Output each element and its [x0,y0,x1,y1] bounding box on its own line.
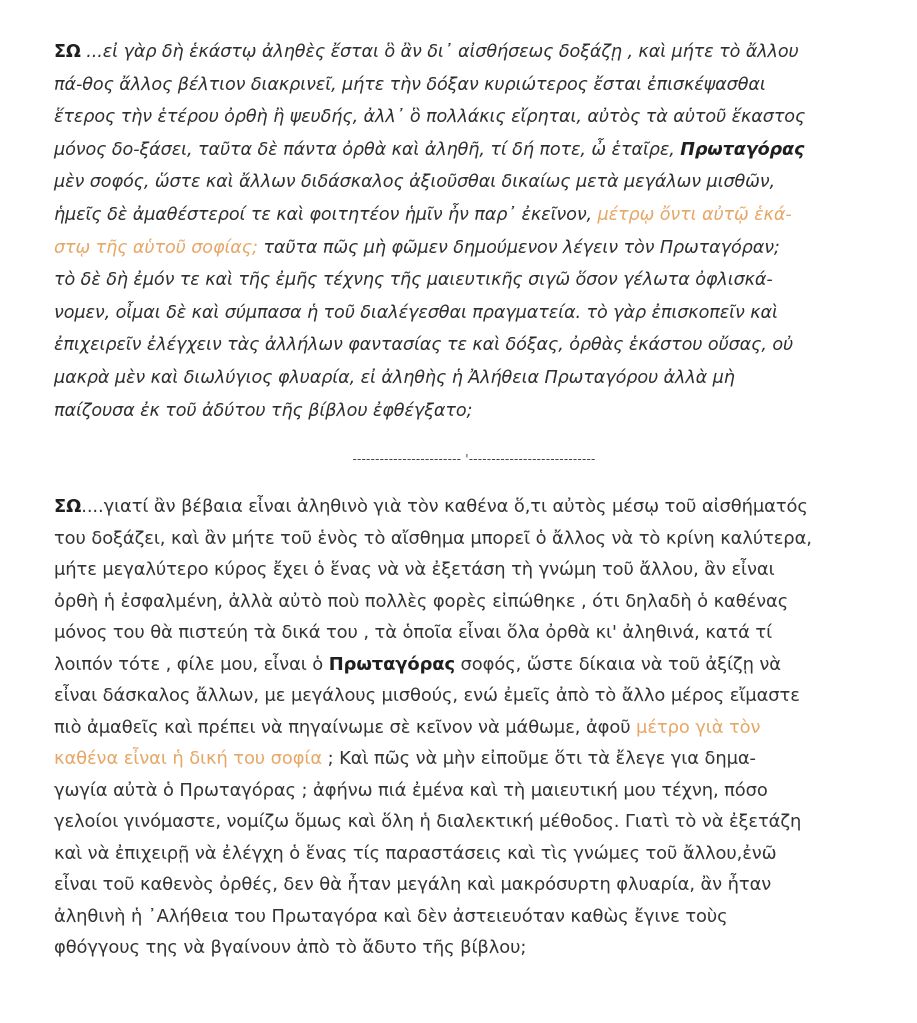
text-segment: ...εἰ γὰρ δὴ ἑκάστῳ ἀληθὲς ἔσται ὃ ἂν δι᾽ αἰσθήσεως δοξάζῃ , καὶ μήτε τὸ ἄλλου [80,42,799,62]
text-line [54,134,894,167]
text-line [54,586,894,618]
text-line [54,297,894,330]
text-line [54,523,894,555]
highlighted-phrase: καθένα εἶναι ἡ δική του σοφία [54,748,323,770]
text-segment: ταῦτα πῶς μὴ φῶμεν δημούμενον λέγειν τὸν Πρωταγόραν; [257,237,780,258]
text-line [54,806,894,838]
text-segment: πιὸ ἀμαθεῖς καὶ πρέπει νὰ πηγαίνωμε σὲ κεῖνον νὰ μάθωμε, ἀφοῦ [54,716,637,738]
text-line [54,101,894,134]
emphasized-name: Πρωταγόρας [328,653,455,675]
text-line [54,775,894,807]
highlighted-phrase: στῳ τῆς αὑτοῦ σοφίας; [54,237,258,258]
text-segment: φθόγγους της νὰ βγαίνουν ἀπὸ τὸ ἄδυτο τῆς βίβλου; [54,937,527,959]
emphasized-name: Πρωταγόρας [680,139,805,160]
text-line [54,362,894,395]
text-line [54,491,894,523]
section-separator: ------------------------ '---------------------------- [352,452,596,467]
text-segment: λοιπόν τότε , φίλε μου, εἶναι ὁ [54,653,329,675]
text-segment: ἡμεῖς δὲ ἀμαθέστεροί τε καὶ φοιτητέον ἡμῖν ἦν παρ᾽ ἐκεῖνον, [54,204,598,225]
document-page [54,36,894,964]
text-segment: σοφός, ὥστε δίκαια νὰ τοῦ ἀξίζῃ νὰ [454,653,781,675]
highlighted-phrase: μέτρῳ ὄντι αὐτῷ ἑκά- [597,204,792,225]
text-segment: παίζουσα ἐκ τοῦ ἀδύτου τῆς βίβλου ἐφθέγξατο; [54,400,473,421]
text-line [54,264,894,297]
text-segment: γελοίοι γινόμαστε, νομίζω ὅμως καὶ ὅλη ἡ διαλεκτική μέθοδος. Γιατὶ τὸ νὰ ἐξετάζη [54,811,802,833]
text-segment: μόνος δο-ξάσει, ταῦτα δὲ πάντα ὀρθὰ καὶ ἀληθῆ, τί δή ποτε, ὦ ἑταῖρε, [54,139,681,160]
text-line [54,743,894,775]
text-segment: μὲν σοφός, ὥστε καὶ ἄλλων διδάσκαλος ἀξιοῦσθαι δικαίως μετὰ μεγάλων μισθῶν, [54,172,776,193]
text-line [54,869,894,901]
text-line [54,901,894,933]
text-segment: νομεν, οἶμαι δὲ καὶ σύμπασα ἡ τοῦ διαλέγεσθαι πραγματεία. τὸ γὰρ ἐπισκοπεῖν καὶ [54,302,778,323]
text-line [54,838,894,870]
text-segment: πά-θος ἄλλος βέλτιον διακρινεῖ, μήτε τὴν δόξαν κυριώτερος ἔσται ἐπισκέψασθαι [54,74,766,95]
text-segment: μήτε μεγαλύτερο κύρος ἔχει ὁ ἕνας νὰ νὰ ἐξετάση τὴ γνώμη τοῦ ἄλλου, ἂν εἶναι [54,559,775,581]
highlighted-phrase: μέτρο γιὰ τὸν [636,716,761,738]
ancient-greek-paragraph [54,36,894,427]
text-segment: ἕτερος τὴν ἑτέρου ὀρθὴ ἢ ψευδής, ἀλλ᾽ ὃ πολλάκις εἴρηται, αὐτὸς τὰ αὑτοῦ ἕκαστος [54,107,806,128]
text-segment: εἶναι τοῦ καθενὸς ὀρθές, δεν θὰ ἦταν μεγάλη καὶ μακρόσυρτη φλυαρία, ἂν ἦταν [54,874,772,896]
text-line [54,166,894,199]
text-line [54,617,894,649]
text-line [54,712,894,744]
text-segment: του δοξάζει, καὶ ἂν μήτε τοῦ ἑνὸς τὸ αἴσθημα μπορεῖ ὁ ἄλλος νὰ τὸ κρίνη καλύτερα, [54,527,812,549]
modern-greek-paragraph [54,491,894,964]
speaker-label: ΣΩ [54,42,81,62]
text-segment: μόνος του θὰ πιστεύη τὰ δικά του , τὰ ὁποῖα εἶναι ὅλα ὀρθὰ κι' ἀληθινά, κατά τί [54,622,773,644]
text-line [54,554,894,586]
text-line [54,680,894,712]
text-segment: ; Καὶ πῶς νὰ μὴν εἰποῦμε ὅτι τὰ ἔλεγε για δημα- [322,748,756,770]
text-segment: ἐπιχειρεῖν ἐλέγχειν τὰς ἀλλήλων φαντασίας τε καὶ δόξας, ὀρθὰς ἑκάστου οὔσας, οὐ [54,335,794,356]
text-line [54,69,894,102]
text-segment: καὶ νὰ ἐπιχειρῇ νὰ ἐλέγχη ὁ ἕνας τίς παραστάσεις καὶ τὶς γνώμες τοῦ ἄλλου,ἐνῶ [54,842,777,864]
text-segment: εἶναι δάσκαλος ἄλλων, με μεγάλους μισθούς, ενώ ἐμεῖς ἀπὸ τὸ ἄλλο μέρος εἴμαστε [54,685,800,707]
text-line [54,649,894,681]
text-line [54,36,894,69]
text-segment: γωγία αὐτὰ ὁ Πρωταγόρας ; ἀφήνω πιά ἐμένα καὶ τὴ μαιευτική μου τέχνη, πόσο [54,779,768,801]
text-line [54,199,894,232]
text-line [54,395,894,428]
text-segment: ὀρθὴ ἡ ἐσφαλμένη, ἀλλὰ αὐτὸ ποὺ πολλὲς φορὲς εἰπώθηκε , ότι δηλαδὴ ὁ καθένας [54,590,789,612]
text-segment: μακρὰ μὲν καὶ διωλύγιος φλυαρία, εἰ ἀληθὴς ἡ Ἀλήθεια Πρωταγόρου ἀλλὰ μὴ [54,367,735,388]
speaker-label: ΣΩ [54,496,82,518]
text-segment: ....γιατί ἂν βέβαια εἶναι ἀληθινὸ γιὰ τὸν καθένα ὅ,τι αὐτὸς μέσῳ τοῦ αἰσθήματός [81,496,808,518]
text-segment: τὸ δὲ δὴ ἐμόν τε καὶ τῆς ἐμῆς τέχνης τῆς μαιευτικῆς σιγῶ ὅσον γέλωτα ὀφλισκά- [54,270,773,291]
text-segment: ἀληθινὴ ἡ ᾽Αλήθεια του Πρωταγόρα καὶ δὲν ἀστειευόταν καθὼς ἔγινε τοὺς [54,905,728,927]
text-line [54,232,894,265]
text-line [54,329,894,362]
text-line [54,932,894,964]
